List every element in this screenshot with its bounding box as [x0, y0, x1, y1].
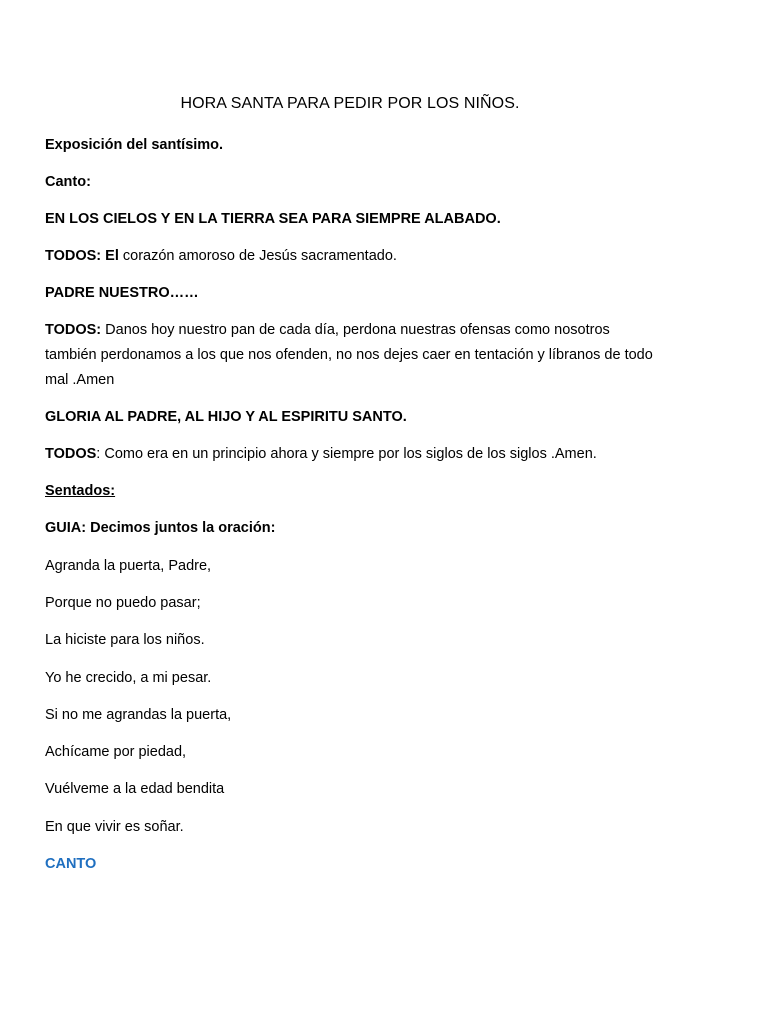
poem-line: Agranda la puerta, Padre, [45, 558, 212, 574]
todos-label: TODOS: El [45, 248, 119, 264]
todos-text: : Como era en un principio ahora y siempre por los siglos de los siglos .Amen. [96, 446, 597, 462]
todos-text: corazón amoroso de Jesús sacramentado. [118, 248, 397, 264]
poem-line: Vuélveme a la edad bendita [45, 781, 225, 797]
todos-line-3 [45, 442, 735, 467]
poem-line: Porque no puedo pasar; [45, 595, 201, 611]
poem-line: Si no me agrandas la puerta, [45, 707, 232, 723]
exposicion-line: Exposición del santísimo. [45, 137, 224, 153]
guia-line: GUIA: Decimos juntos la oración: [45, 520, 276, 536]
padre-nuestro-line: PADRE NUESTRO…… [45, 285, 199, 301]
todos-text: Danos hoy nuestro pan de cada día, perdona nuestras ofensas como nosotros [101, 322, 610, 338]
todos-label: TODOS: [45, 322, 102, 338]
todos-line-1 [45, 244, 735, 269]
sentados-heading: Sentados: [45, 483, 116, 499]
poem-line: En que vivir es soñar. [45, 819, 184, 835]
poem-line: Yo he crecido, a mi pesar. [45, 670, 212, 686]
todos-line-2b: también perdonamos a los que nos ofenden, no nos dejes caer en tentación y líbranos de todo [45, 347, 653, 363]
canto-label: Canto: [45, 174, 91, 190]
cielos-line: EN LOS CIELOS Y EN LA TIERRA SEA PARA SIEMPRE ALABADO. [45, 211, 501, 227]
canto-final-heading: CANTO [45, 856, 97, 872]
todos-line-2c: mal .Amen [45, 372, 115, 388]
todos-line-2a [45, 318, 735, 343]
gloria-line: GLORIA AL PADRE, AL HIJO Y AL ESPIRITU SANTO. [45, 409, 407, 425]
poem-line: Achícame por piedad, [45, 744, 187, 760]
todos-label: TODOS [45, 446, 97, 462]
page-title: HORA SANTA PARA PEDIR POR LOS NIÑOS. [180, 95, 520, 112]
poem-line: La hiciste para los niños. [45, 632, 205, 648]
